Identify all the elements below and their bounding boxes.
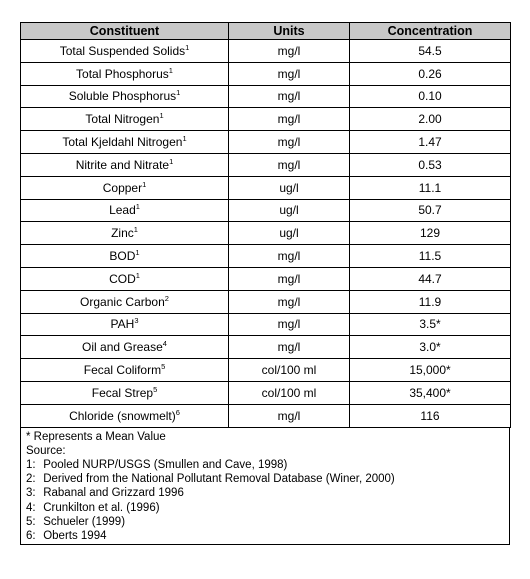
source-text: Oberts 1994 [43, 529, 107, 542]
concentration-cell: 50.7 [350, 199, 511, 222]
constituent-cell [21, 404, 229, 427]
constituent-name: Lead [109, 203, 136, 218]
table-row [21, 222, 511, 245]
reference-superscript: 1 [135, 270, 140, 280]
table-row [21, 381, 511, 404]
reference-superscript: 1 [159, 111, 164, 121]
source-item [26, 472, 504, 486]
units-cell: ug/l [229, 176, 350, 199]
constituent-cell [21, 222, 229, 245]
constituent-name: Soluble Phosphorus [68, 89, 177, 104]
table-row [21, 153, 511, 176]
table-row [21, 85, 511, 108]
source-item [26, 501, 504, 515]
source-number: 4: [26, 501, 36, 514]
constituent-cell [21, 62, 229, 85]
source-list [26, 458, 504, 543]
units-cell: mg/l [229, 40, 350, 63]
constituent-cell [21, 40, 229, 63]
table-row [21, 290, 511, 313]
concentration-cell: 35,400* [350, 381, 511, 404]
source-item [26, 529, 504, 543]
source-text: Pooled NURP/USGS (Smullen and Cave, 1998) [43, 458, 288, 471]
header-constituent: Constituent [21, 23, 229, 40]
constituent-cell [21, 176, 229, 199]
reference-superscript: 1 [185, 42, 190, 52]
source-number: 5: [26, 515, 36, 528]
constituent-name: COD [109, 271, 136, 286]
reference-superscript: 2 [164, 293, 169, 303]
concentration-cell: 0.10 [350, 85, 511, 108]
units-cell: ug/l [229, 199, 350, 222]
constituent-name: Zinc [111, 226, 134, 241]
header-row [21, 23, 511, 40]
constituent-cell [21, 336, 229, 359]
constituent-concentration-table [20, 22, 511, 428]
reference-superscript: 1 [169, 156, 174, 166]
source-text: Crunkilton et al. (1996) [43, 501, 160, 514]
constituent-cell [21, 359, 229, 382]
constituent-name: Nitrite and Nitrate [75, 157, 170, 172]
concentration-cell: 116 [350, 404, 511, 427]
constituent-cell [21, 381, 229, 404]
table-row [21, 176, 511, 199]
units-cell: ug/l [229, 222, 350, 245]
constituent-cell [21, 313, 229, 336]
source-number: 2: [26, 473, 36, 486]
header-concentration: Concentration [350, 23, 511, 40]
units-cell: mg/l [229, 313, 350, 336]
constituent-name: Total Nitrogen [85, 112, 160, 127]
source-number: 3: [26, 487, 36, 500]
mean-value-note: * Represents a Mean Value [26, 430, 166, 443]
units-cell: mg/l [229, 131, 350, 154]
constituent-cell [21, 290, 229, 313]
reference-superscript: 4 [162, 339, 167, 349]
constituent-name: Fecal Strep [91, 385, 154, 400]
reference-superscript: 1 [133, 225, 138, 235]
constituent-cell [21, 199, 229, 222]
units-cell: mg/l [229, 85, 350, 108]
source-text: Schueler (1999) [43, 515, 126, 528]
constituent-cell [21, 245, 229, 268]
table-body [21, 40, 511, 428]
reference-superscript: 5 [153, 384, 158, 394]
source-item [26, 486, 504, 500]
concentration-cell: 0.53 [350, 153, 511, 176]
units-cell: mg/l [229, 108, 350, 131]
concentration-cell: 44.7 [350, 267, 511, 290]
concentration-cell: 1.47 [350, 131, 511, 154]
constituent-cell [21, 267, 229, 290]
reference-superscript: 1 [168, 65, 173, 75]
reference-superscript: 6 [175, 407, 180, 417]
reference-superscript: 1 [135, 202, 140, 212]
concentration-cell: 11.1 [350, 176, 511, 199]
constituent-name: Total Phosphorus [76, 66, 169, 81]
constituent-name: Copper [102, 180, 143, 195]
units-cell: mg/l [229, 153, 350, 176]
reference-superscript: 3 [134, 316, 139, 326]
units-cell: mg/l [229, 290, 350, 313]
concentration-cell: 54.5 [350, 40, 511, 63]
reference-superscript: 1 [135, 248, 140, 258]
constituent-name: Total Kjeldahl Nitrogen [62, 135, 183, 150]
units-cell: col/100 ml [229, 381, 350, 404]
concentration-cell: 2.00 [350, 108, 511, 131]
source-label: Source: [26, 444, 66, 457]
units-cell: mg/l [229, 245, 350, 268]
source-text: Derived from the National Pollutant Removal Database (Winer, 2000) [43, 473, 395, 486]
table-row [21, 313, 511, 336]
constituent-cell [21, 85, 229, 108]
table-row [21, 62, 511, 85]
constituent-cell [21, 108, 229, 131]
concentration-cell: 129 [350, 222, 511, 245]
concentration-cell: 3.5* [350, 313, 511, 336]
concentration-cell: 11.5 [350, 245, 511, 268]
constituent-name: Chloride (snowmelt) [69, 408, 176, 423]
constituent-cell [21, 131, 229, 154]
source-number: 1: [26, 458, 36, 471]
table-row [21, 40, 511, 63]
constituent-name: BOD [109, 249, 136, 264]
header-units: Units [229, 23, 350, 40]
source-number: 6: [26, 529, 36, 542]
table-row [21, 245, 511, 268]
concentration-cell: 11.9 [350, 290, 511, 313]
table-row [21, 359, 511, 382]
concentration-cell: 15,000* [350, 359, 511, 382]
table-row [21, 108, 511, 131]
source-text: Rabanal and Grizzard 1996 [43, 487, 184, 500]
concentration-cell: 3.0* [350, 336, 511, 359]
units-cell: mg/l [229, 267, 350, 290]
constituent-name: Organic Carbon [80, 294, 165, 309]
source-item [26, 458, 504, 472]
reference-superscript: 5 [161, 362, 166, 372]
reference-superscript: 1 [142, 179, 147, 189]
footnotes [20, 428, 510, 545]
reference-superscript: 1 [176, 88, 181, 98]
table-row [21, 336, 511, 359]
table-row [21, 131, 511, 154]
concentration-cell: 0.26 [350, 62, 511, 85]
constituent-cell [21, 153, 229, 176]
constituents-document [20, 22, 510, 545]
table-row [21, 199, 511, 222]
units-cell: mg/l [229, 62, 350, 85]
constituent-name: Total Suspended Solids [59, 43, 186, 58]
units-cell: mg/l [229, 336, 350, 359]
constituent-name: Oil and Grease [82, 340, 163, 355]
reference-superscript: 1 [182, 134, 187, 144]
units-cell: col/100 ml [229, 359, 350, 382]
constituent-name: PAH [110, 317, 135, 332]
table-row [21, 404, 511, 427]
table-row [21, 267, 511, 290]
constituent-name: Fecal Coliform [83, 363, 162, 378]
source-item [26, 515, 504, 529]
units-cell: mg/l [229, 404, 350, 427]
